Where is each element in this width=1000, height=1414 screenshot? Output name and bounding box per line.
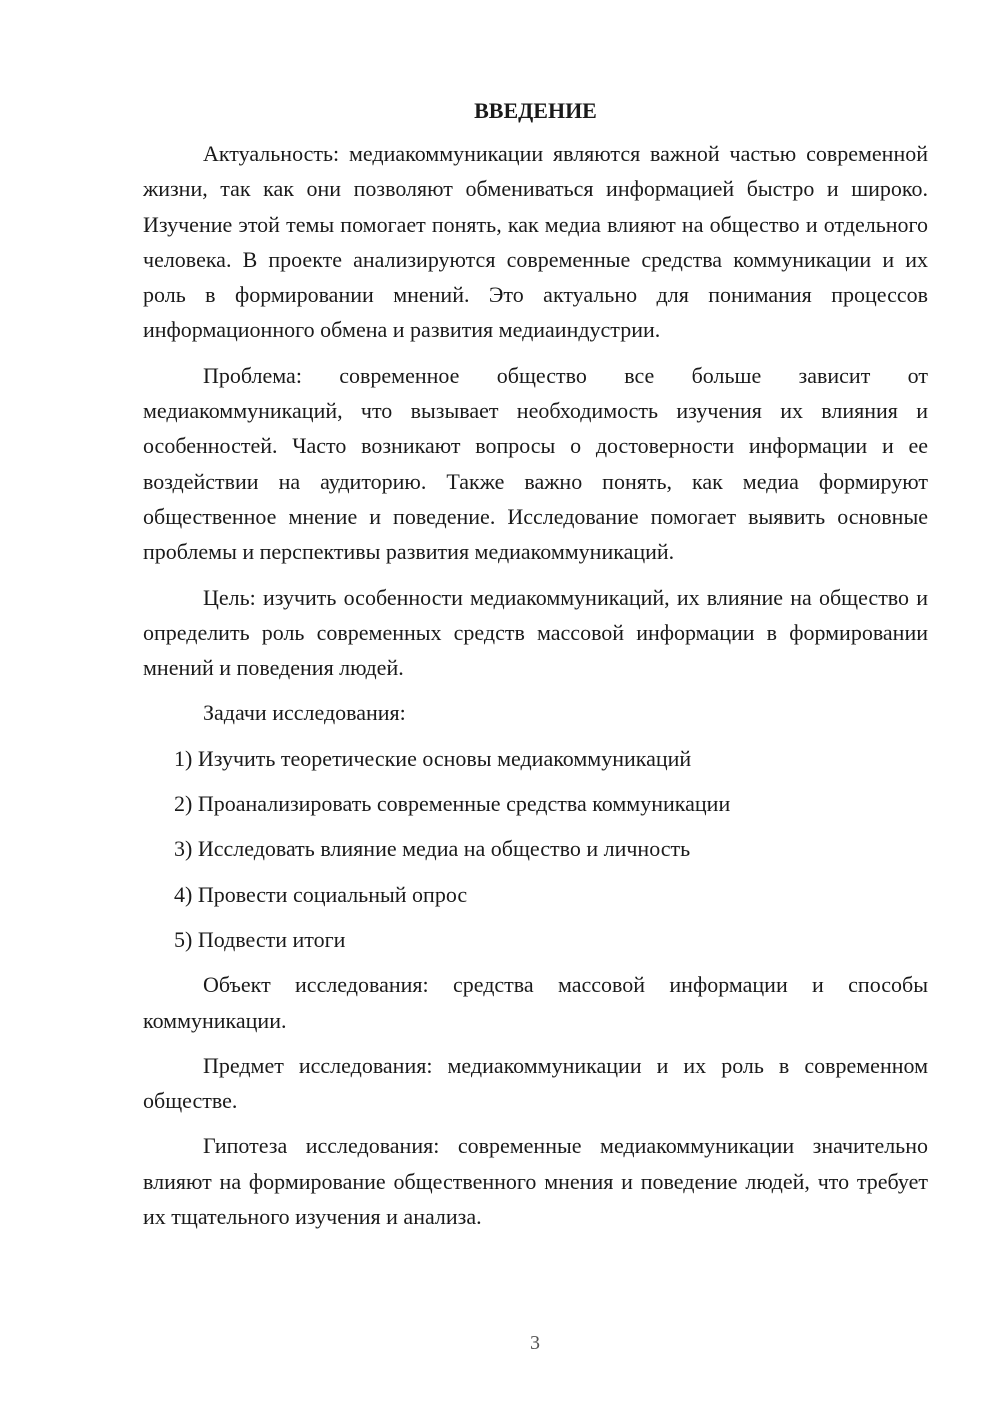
list-item: 4) Провести социальный опрос [174,881,468,907]
subject-paragraph: Предмет исследования: медиакоммуникации и их роль в современном обществе. [143,1052,928,1114]
problem-paragraph: Проблема: современное общество все больше зависит от медиакоммуникаций, что вызывает необходимость изучения их влияния и особенностей. Часто возникают вопросы о достоверности информации и ее воздействии на аудиторию. Также важно понять, как медиа формируют общественное мнение и поведение. Исследование помогает выявить основные проблемы и перспективы развития медиакоммуникаций. [143,362,928,565]
goal-paragraph: Цель: изучить особенности медиакоммуникаций, их влияние на общество и определить роль современных средств массовой информации в формировании мнений и поведения людей. [143,584,928,681]
tasks-label: Задачи исследования: [203,700,406,726]
relevance-paragraph: Актуальность: медиакоммуникации являются важной частью современной жизни, так как они позволяют обмениваться информацией быстро и широко. Изучение этой темы помогает понять, как медиа влияют на общество и отдельного человека. В проекте анализируются современные средства коммуникации и их роль в формировании мнений. Это актуально для понимания процессов информационного обмена и развития медиаиндустрии. [143,141,928,343]
list-item: 1) Изучить теоретические основы медиакоммуникаций [174,745,692,771]
list-item: 5) Подвести итоги [174,926,346,952]
object-paragraph: Объект исследования: средства массовой информации и способы коммуникации. [143,972,928,1033]
page-number: 3 [530,1332,540,1354]
list-item: 2) Проанализировать современные средства коммуникации [174,791,731,817]
list-item: 3) Исследовать влияние медиа на общество и личность [174,836,691,862]
tasks-list [143,741,928,957]
document-page [143,96,928,1244]
hypothesis-paragraph: Гипотеза исследования: современные медиакоммуникации значительно влияют на формирование общественного мнения и поведение людей, что требует их тщательного изучения и анализа. [143,1133,928,1230]
section-title: ВВЕДЕНИЕ [474,98,597,123]
